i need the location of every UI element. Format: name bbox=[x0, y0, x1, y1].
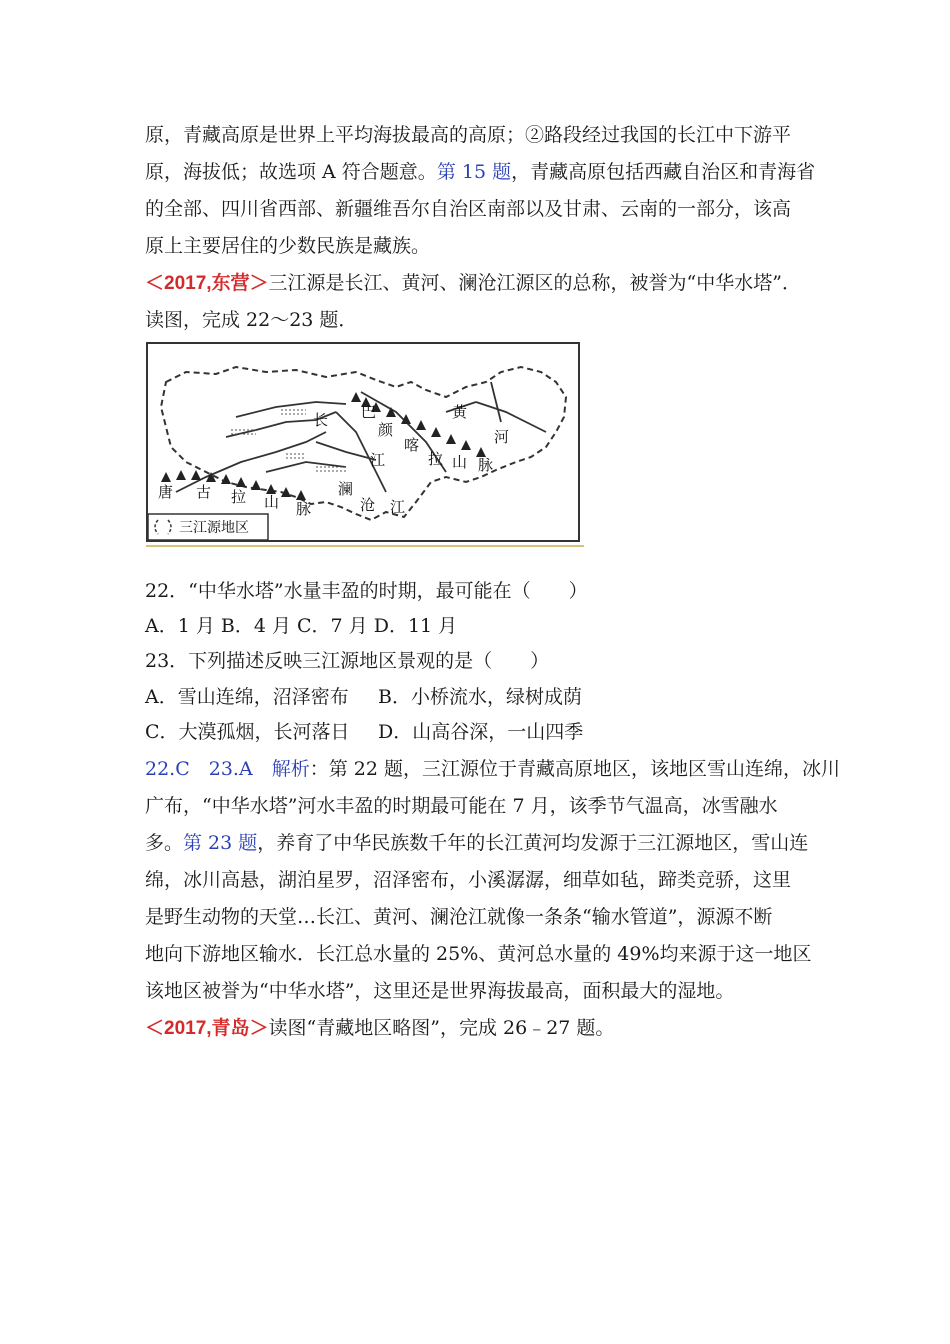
answer-line bbox=[145, 756, 840, 782]
map-label: 喀 bbox=[404, 436, 420, 454]
text-line bbox=[145, 159, 815, 185]
text-line: 广布，“中华水塔”河水丰盈的时期最可能在 7 月，该季节气温高，冰雪融水 bbox=[145, 795, 778, 817]
question-ref: 第 23 题 bbox=[183, 832, 258, 854]
option-a: A．雪山连绵，沼泽密布 bbox=[145, 686, 349, 708]
map-label: 江 bbox=[370, 451, 386, 469]
sanjiangyuan-map bbox=[146, 342, 580, 542]
text-segment: ，养育了中华民族数千年的长江黄河均发源于三江源地区，雪山连 bbox=[257, 832, 809, 854]
text-line: 的全部、四川省西部、新疆维吾尔自治区南部以及甘肃、云南的一部分，该高 bbox=[145, 198, 792, 220]
map-label: 巴 bbox=[361, 403, 377, 421]
map-label: 澜 bbox=[338, 480, 354, 498]
question-stem: 22．“中华水塔”水量丰盈的时期，最可能在（ ） bbox=[145, 580, 588, 602]
option-b: B．小桥流水，绿树成荫 bbox=[378, 686, 582, 708]
map-label: 拉 bbox=[428, 450, 444, 468]
question-intro bbox=[145, 1015, 614, 1042]
text-segment: ，青藏高原包括西藏自治区和青海省 bbox=[511, 161, 816, 183]
map-legend-label: 三江源地区 bbox=[179, 520, 249, 536]
question-options: A．1 月 B．4 月 C．7 月 D．11 月 bbox=[145, 615, 458, 637]
source-tag: ＜2017,青岛＞ bbox=[145, 1018, 269, 1039]
divider bbox=[146, 545, 584, 547]
text-line: 读图，完成 22～23 题． bbox=[145, 309, 358, 331]
question-ref: 第 15 题 bbox=[436, 161, 512, 183]
map-label: 脉 bbox=[478, 456, 494, 474]
option-d: D．山高谷深，一山四季 bbox=[378, 721, 584, 743]
text-line: 该地区被誉为“中华水塔”，这里还是世界海拔最高，面积最大的湿地。 bbox=[145, 980, 735, 1002]
map-label: 黄 bbox=[452, 403, 468, 421]
text-line: 原，青藏高原是世界上平均海拔最高的高原；②路段经过我国的长江中下游平 bbox=[145, 124, 792, 146]
text-segment: ：第 22 题，三江源位于青藏高原地区，该地区雪山连绵，冰川 bbox=[309, 758, 840, 780]
text-line: 是野生动物的天堂…长江、黄河、澜沧江就像一条条“输水管道”，源源不断 bbox=[145, 906, 773, 928]
map-label: 脉 bbox=[296, 500, 312, 518]
intro-text: 读图“青藏地区略图”，完成 26﹣27 题。 bbox=[268, 1017, 615, 1039]
question-stem: 23．下列描述反映三江源地区景观的是（ ） bbox=[145, 650, 550, 672]
answer-tag: 22.C 23.A 解析 bbox=[145, 758, 310, 780]
map-label: 河 bbox=[494, 428, 510, 446]
text-line: 地向下游地区输水．长江总水量的 25%、黄河总水量的 49%均来源于这一地区 bbox=[145, 943, 812, 965]
text-line bbox=[145, 830, 808, 856]
text-segment: 原，海拔低；故选项 A 符合题意。 bbox=[145, 161, 437, 183]
source-tag: ＜2017,东营＞ bbox=[145, 273, 269, 294]
map-label: 拉 bbox=[231, 488, 247, 506]
map-label: 江 bbox=[390, 498, 406, 516]
text-segment: 多。 bbox=[145, 832, 184, 854]
text-line: 原上主要居住的少数民族是藏族。 bbox=[145, 235, 431, 257]
map-label: 沧 bbox=[360, 496, 376, 514]
map-label: 山 bbox=[452, 453, 468, 471]
map-label: 颜 bbox=[378, 421, 394, 439]
map-label: 古 bbox=[196, 483, 212, 501]
text-line: 绵，冰川高悬，湖泊星罗，沼泽密布，小溪潺潺，细草如毡，蹄类竞骄，这里 bbox=[145, 869, 792, 891]
intro-text: 三江源是长江、黄河、澜沧江源区的总称，被誉为“中华水塔”． bbox=[268, 272, 801, 294]
map-label: 唐 bbox=[158, 483, 174, 501]
option-c: C．大漠孤烟，长河落日 bbox=[145, 721, 350, 743]
question-intro bbox=[145, 270, 801, 297]
map-label: 长 bbox=[313, 411, 329, 429]
map-label: 山 bbox=[264, 493, 280, 511]
